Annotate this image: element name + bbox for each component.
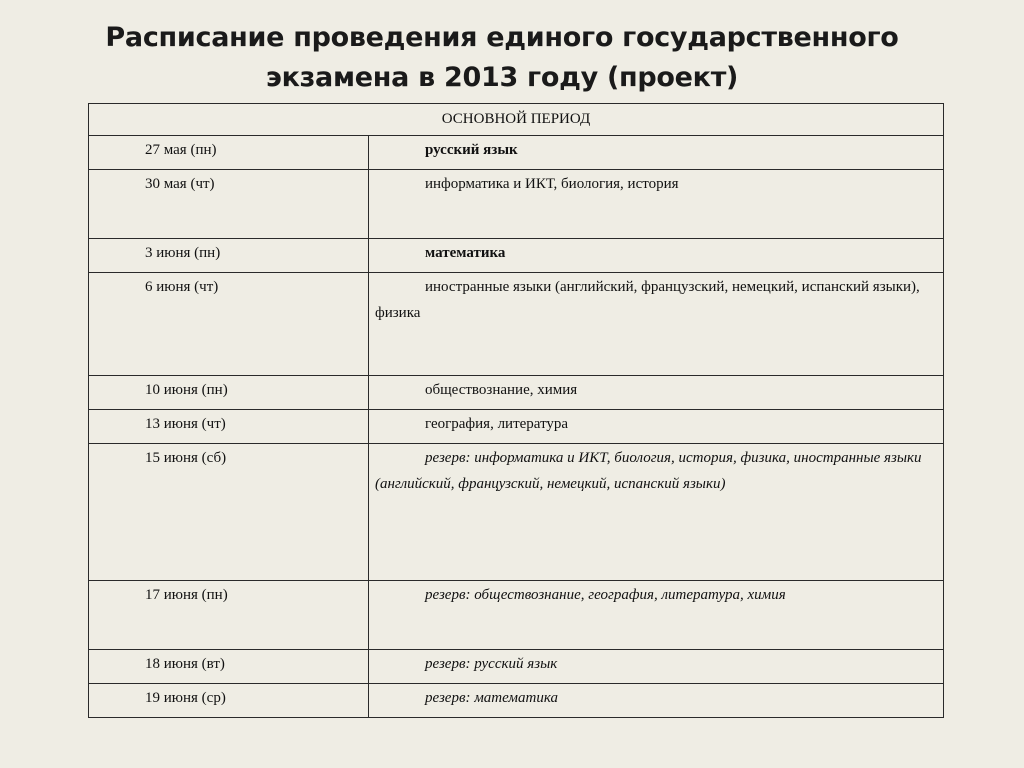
date-cell: 19 июня (ср) [89, 684, 369, 718]
subject-cell: иностранные языки (английский, французский, немецкий, испанский языки), физика [369, 273, 944, 376]
date-cell: 17 июня (пн) [89, 581, 369, 650]
subject-cell: резерв: информатика и ИКТ, биология, история, физика, иностранные языки (английский, французский, немецкий, испанский языки) [369, 444, 944, 581]
table-row [89, 170, 944, 239]
table-header-row [89, 104, 944, 136]
subject-cell: резерв: математика [369, 684, 944, 718]
page-title [0, 18, 1004, 98]
date-cell: 18 июня (вт) [89, 650, 369, 684]
table-row [89, 136, 944, 170]
date-cell: 3 июня (пн) [89, 239, 369, 273]
date-cell: 6 июня (чт) [89, 273, 369, 376]
table-row [89, 444, 944, 581]
table-row [89, 376, 944, 410]
table-header-cell: ОСНОВНОЙ ПЕРИОД [89, 104, 944, 136]
date-cell: 10 июня (пн) [89, 376, 369, 410]
date-cell: 13 июня (чт) [89, 410, 369, 444]
table-row [89, 581, 944, 650]
table-row [89, 239, 944, 273]
title-line-2: экзамена в 2013 году (проект) [265, 62, 739, 93]
date-cell: 27 мая (пн) [89, 136, 369, 170]
title-line-1: Расписание проведения единого государственного [105, 22, 899, 53]
table-row [89, 684, 944, 718]
schedule-table [88, 103, 944, 718]
subject-cell: обществознание, химия [369, 376, 944, 410]
date-cell: 15 июня (сб) [89, 444, 369, 581]
table-row [89, 273, 944, 376]
date-cell: 30 мая (чт) [89, 170, 369, 239]
subject-cell: русский язык [369, 136, 944, 170]
subject-cell: география, литература [369, 410, 944, 444]
subject-cell: резерв: обществознание, география, литература, химия [369, 581, 944, 650]
subject-cell: информатика и ИКТ, биология, история [369, 170, 944, 239]
table-row [89, 650, 944, 684]
subject-cell: математика [369, 239, 944, 273]
table-row [89, 410, 944, 444]
subject-cell: резерв: русский язык [369, 650, 944, 684]
